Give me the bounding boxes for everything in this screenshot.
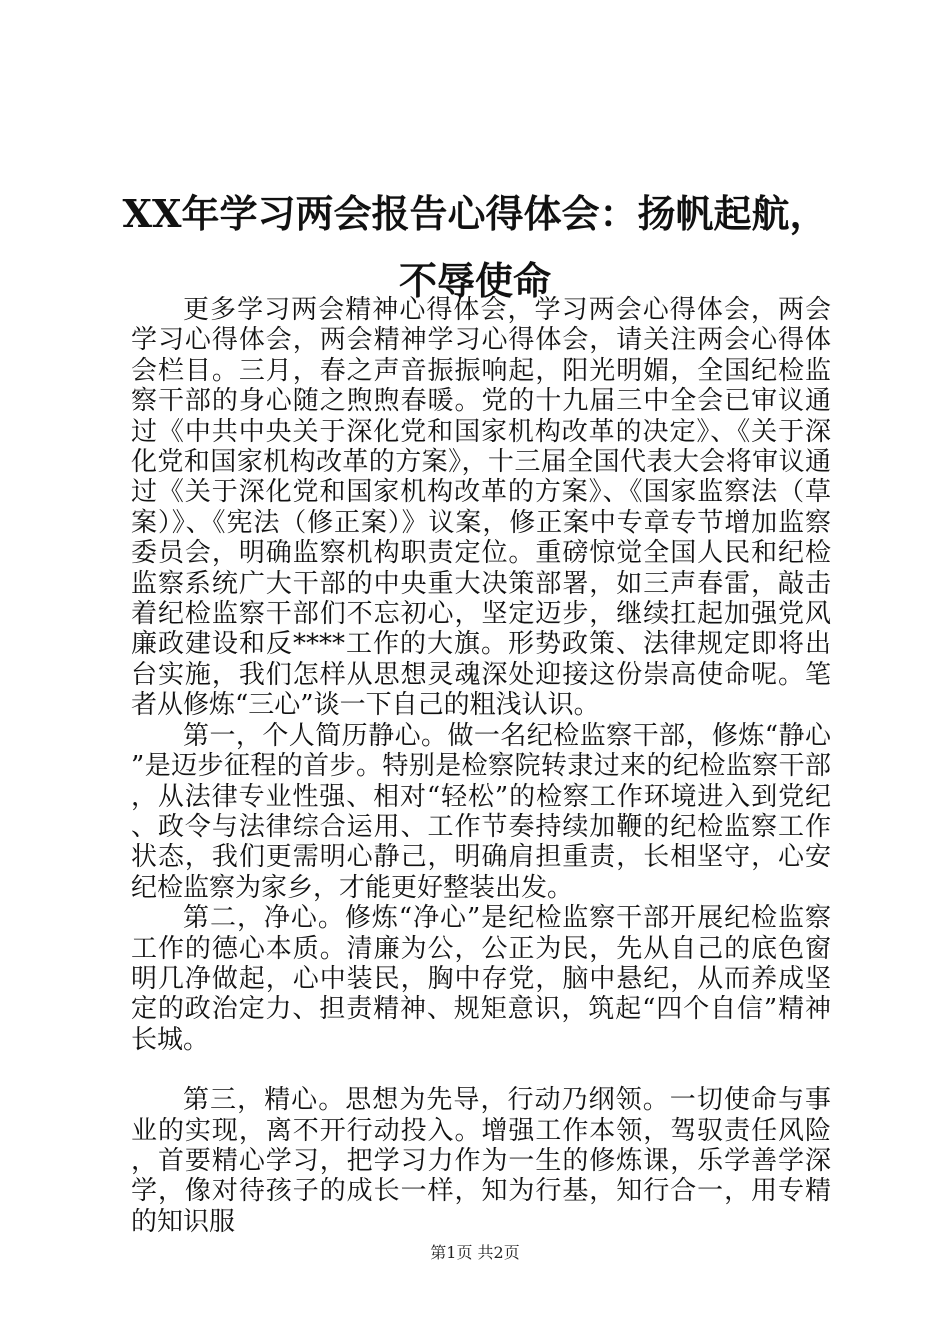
paragraph-third-point: 第三，精心。思想为先导，行动乃纲领。一切使命与事业的实现，离不开行动投入。增强工作本领，驾驭责任风险，首要精心学习，把学习力作为一生的修炼课，乐学善学深学，像对待孩子的成长一样，知为行基，知行合一，用专精的知识服 [131, 1085, 831, 1237]
paragraph-first-point: 第一，个人简历静心。做一名纪检监察干部，修炼“静心”是迈步征程的首步。特别是检察院转隶过来的纪检监察干部，从法律专业性强、相对“轻松”的检察工作环境进入到党纪、政令与法律综合运用、工作节奏持续加鞭的纪检监察工作状态，我们更需明心静己，明确肩担重责，长相坚守，心安纪检监察为家乡，才能更好整装出发。 [131, 720, 831, 903]
document-title: XX年学习两会报告心得体会：扬帆起航，不辱使命 [122, 191, 828, 303]
document-body [131, 295, 831, 1237]
page-footer: 第1页 共2页 [430, 1243, 520, 1262]
paragraph-intro: 更多学习两会精神心得体会，学习两会心得体会，两会学习心得体会，两会精神学习心得体会，请关注两会心得体会栏目。三月，春之声音振振响起，阳光明媚，全国纪检监察干部的身心随之煦煦春暖。党的十九届三中全会已审议通过《中共中央关于深化党和国家机构改革的决定》、《关于深化党和国家机构改革的方案》，十三届全国代表大会将审议通过《关于深化党和国家机构改革的方案》、《国家监察法（草案）》、《宪法（修正案）》议案，修正案中专章专节增加监察委员会，明确监察机构职责定位。重磅惊觉全国人民和纪检监察系统广大干部的中央重大决策部署，如三声春雷，敲击着纪检监察干部们不忘初心，坚定迈步，继续扛起加强党风廉政建设和反****工作的大旗。形势政策、法律规定即将出台实施，我们怎样从思想灵魂深处迎接这份崇高使命呢。笔者从修炼“三心”谈一下自己的粗浅认识。 [131, 295, 831, 721]
paragraph-second-point: 第二，净心。修炼“净心”是纪检监察干部开展纪检监察工作的德心本质。清廉为公，公正为民，先从自己的底色窗明几净做起，心中装民，胸中存党，脑中悬纪，从而养成坚定的政治定力、担责精神、规矩意识，筑起“四个自信”精神长城。 [131, 903, 831, 1055]
